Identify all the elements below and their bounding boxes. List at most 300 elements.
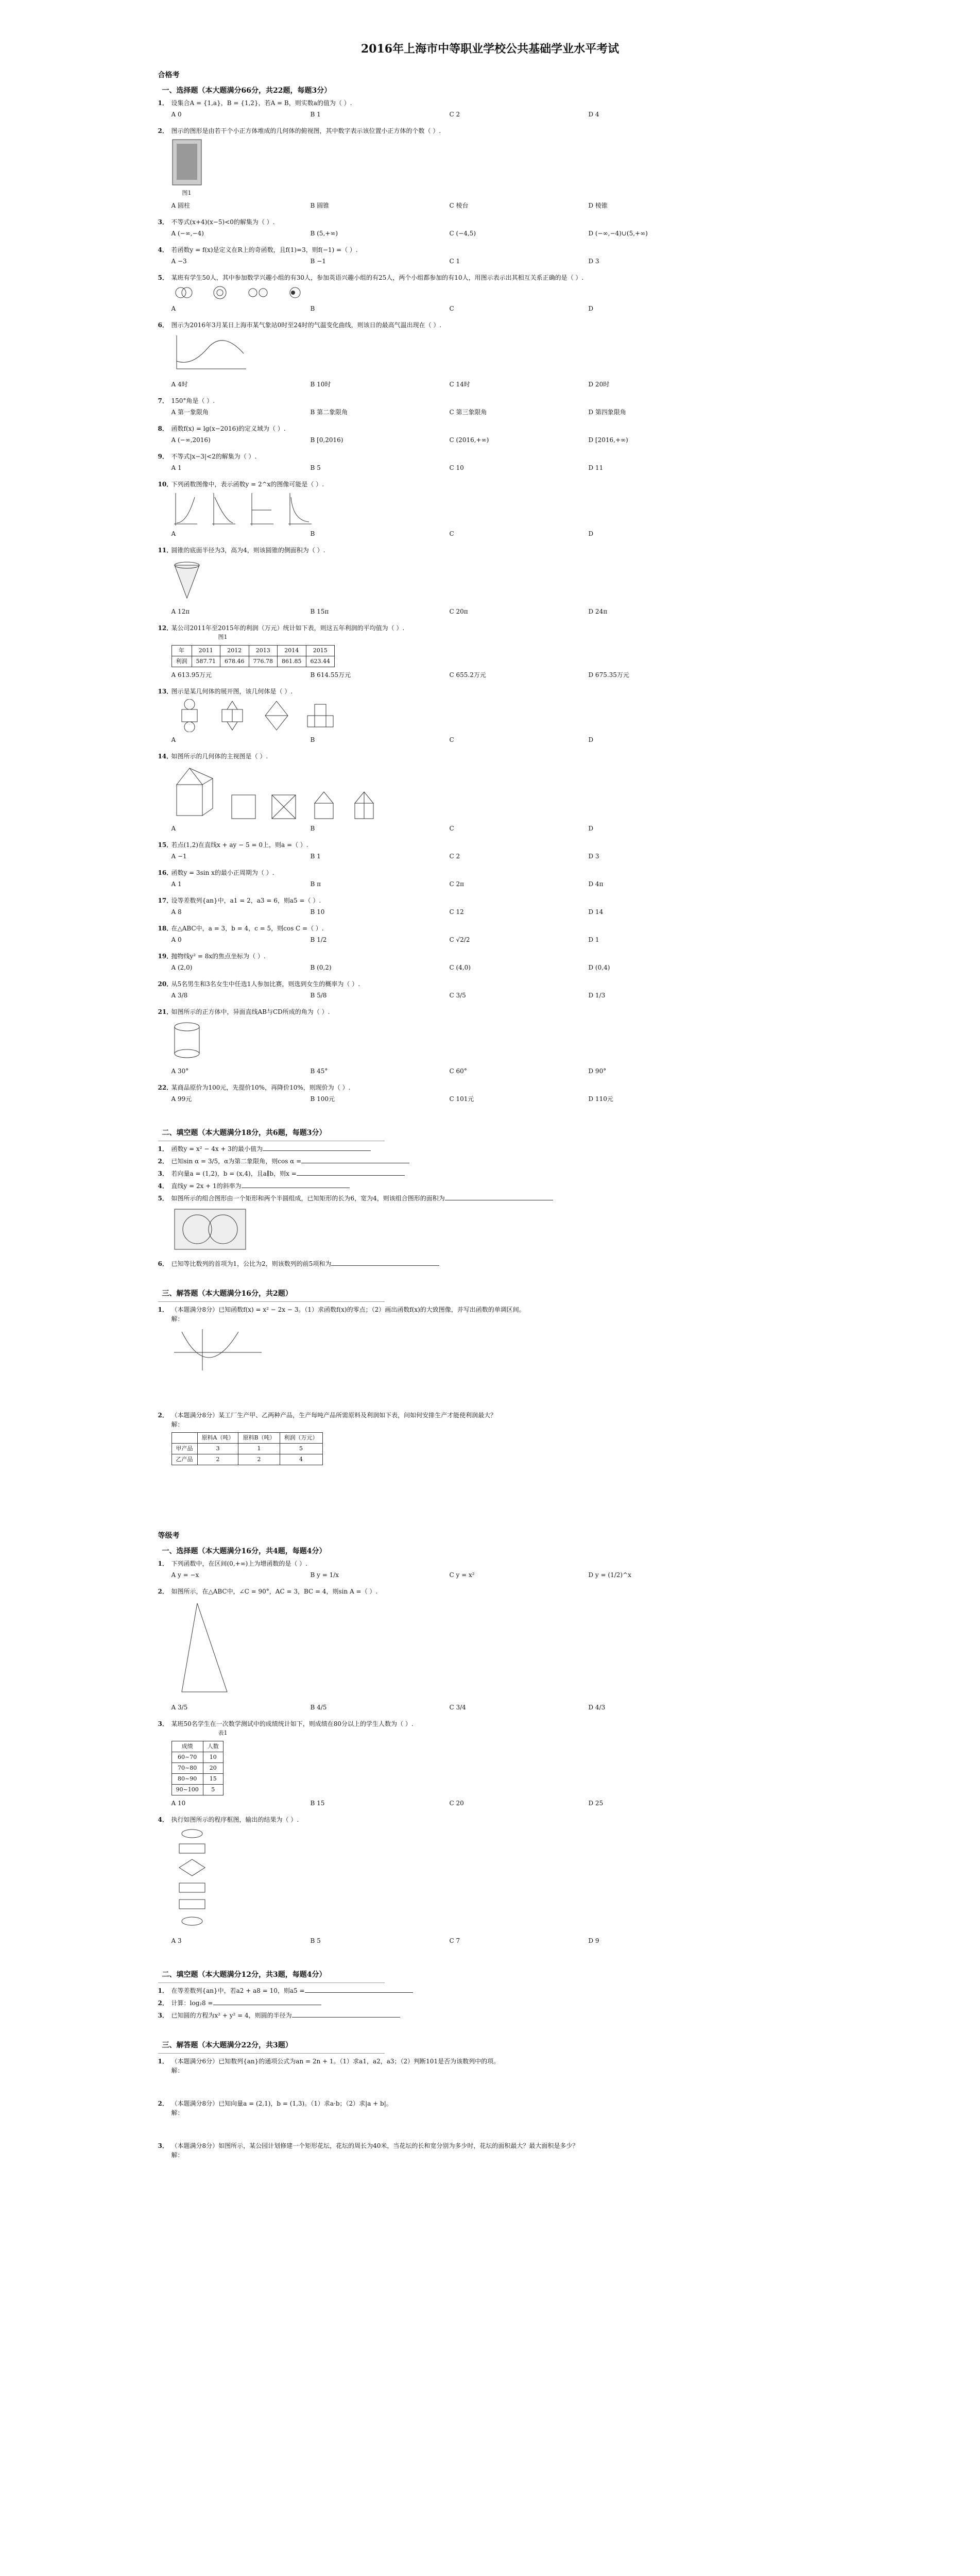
option-C[interactable]: C 60°	[449, 1067, 467, 1075]
question-number: 2．	[158, 1412, 168, 1419]
options-row	[171, 1936, 822, 1945]
option-A[interactable]: A 30°	[171, 1067, 189, 1075]
question-line	[171, 1169, 822, 1178]
option-A[interactable]: A	[171, 305, 176, 312]
option-B[interactable]: B π	[310, 880, 321, 888]
option-B[interactable]: B 圆锥	[310, 202, 330, 209]
question	[158, 126, 822, 210]
table-header-cell: 利润（万元）	[280, 1433, 322, 1444]
option-C[interactable]: C 7	[449, 1937, 460, 1944]
question	[158, 1411, 822, 1499]
option-D[interactable]: D (0,4)	[588, 964, 610, 971]
question-number: 3．	[158, 218, 168, 226]
option-A[interactable]: A y = −x	[171, 1571, 199, 1579]
question	[158, 1559, 822, 1580]
question-text: 图示的图形是由若干个小正方体堆成的几何体的俯视图，其中数字表示该位置小正方体的个数（ ）.	[171, 127, 441, 134]
question-text: 函数y = 3sin x的最小正周期为（ ）.	[171, 869, 274, 876]
option-B[interactable]: B 15π	[310, 608, 329, 615]
question-line	[171, 2011, 822, 2020]
question	[158, 1998, 822, 2008]
part-dengdi: 等级考	[158, 1532, 180, 1540]
table-row	[171, 1785, 223, 1795]
figure-q21	[171, 1020, 208, 1063]
question-group-1	[158, 98, 822, 1111]
table-header-cell: 2014	[278, 646, 306, 656]
section-5: 二、填空题（本大题满分12分，共3题，每题4分）	[162, 1971, 326, 1979]
question	[158, 273, 822, 313]
option-B[interactable]: B 614.55万元	[310, 671, 351, 679]
option-B[interactable]: B 1	[310, 111, 321, 118]
table-cell: 甲产品	[171, 1444, 197, 1454]
question-text: 若向量a = (1,2)，b = (x,4)，且a∥b，则x =	[171, 1170, 297, 1177]
option-D[interactable]: D (−∞,−4)∪(5,+∞)	[588, 230, 648, 237]
question-text: 某公司2011年至2015年的利润（万元）统计如下表，则这五年利润的平均值为（ ）.	[171, 624, 405, 632]
table-cell: 3	[197, 1444, 238, 1454]
figure-parabola	[171, 1327, 264, 1373]
options-row	[171, 304, 822, 313]
option-B[interactable]: B 5/8	[310, 992, 327, 999]
table-dj-3-caption: 表1	[218, 1730, 228, 1736]
option-B[interactable]: B y = 1/x	[310, 1571, 339, 1579]
option-D[interactable]: D 棱锥	[588, 202, 608, 209]
exam-title: 2016年上海市中等职业学校公共基础学业水平考试	[360, 42, 620, 56]
question-number: 4．	[158, 1182, 168, 1190]
table-q12-table	[171, 645, 335, 667]
option-D[interactable]: D 9	[588, 1937, 599, 1944]
question	[158, 1305, 822, 1408]
option-C[interactable]: C 2	[449, 853, 460, 860]
question-text: 若点(1,2)在直线x + ay − 5 = 0上，则a =（ ）.	[171, 841, 308, 849]
question-number: 1．	[158, 1306, 168, 1313]
figure-solution-1	[171, 1327, 264, 1376]
figure-net-3	[304, 699, 337, 732]
question-number: 10．	[158, 481, 173, 488]
question-number: 5．	[158, 274, 168, 281]
table-row	[171, 1763, 223, 1774]
question-number: 1．	[158, 1145, 168, 1153]
option-B[interactable]: B 10	[310, 908, 325, 916]
question	[158, 1259, 822, 1268]
question-text: 从5名男生和3名女生中任选1人参加比赛，则选到女生的概率为（ ）.	[171, 980, 360, 988]
option-C[interactable]: C 20	[449, 1800, 464, 1807]
options-row	[171, 380, 822, 389]
option-D[interactable]: D 1	[588, 936, 599, 943]
options-row	[171, 607, 822, 616]
option-A[interactable]: A	[171, 736, 176, 743]
option-D[interactable]: D y = (1/2)^x	[588, 1571, 631, 1579]
question	[158, 1815, 822, 1945]
figures	[171, 764, 822, 821]
answer-blank[interactable]	[297, 1169, 405, 1176]
table-cell: 4	[280, 1454, 322, 1465]
question	[158, 396, 822, 417]
answer-blank[interactable]	[213, 1998, 321, 2005]
answer-area[interactable]	[171, 2075, 822, 2096]
question-text: 150°角是（ ）.	[171, 397, 215, 404]
question-number: 2．	[158, 2100, 168, 2107]
question	[158, 452, 822, 472]
option-A[interactable]: A 10	[171, 1800, 186, 1807]
question-line	[171, 1259, 822, 1268]
figure-venn-0	[171, 285, 197, 301]
options-row	[171, 201, 822, 210]
table-q12	[171, 633, 822, 667]
answer-label: 解：	[171, 2151, 184, 2159]
table-cell: 利润	[171, 656, 192, 667]
option-B[interactable]: B 45°	[310, 1067, 328, 1075]
option-C[interactable]: C 14时	[449, 381, 470, 388]
figure-q6	[171, 333, 249, 377]
figure-view-3	[350, 790, 379, 821]
option-C[interactable]: C (−4,5)	[449, 230, 476, 237]
options-row	[171, 1066, 822, 1076]
question-text: （本题满分8分）已知函数f(x) = x² − 2x − 3。（1）求函数f(x)的零点；（2）画出函数f(x)的大致图像，并写出函数的单调区间。	[171, 1306, 525, 1313]
table-dj-3-table	[171, 1741, 223, 1795]
option-B[interactable]: B 100元	[310, 1095, 335, 1103]
question	[158, 2011, 822, 2020]
question-line	[171, 1194, 822, 1203]
option-B[interactable]: B −1	[310, 258, 326, 265]
question-text: 圆锥的底面半径为3，高为4，则该圆锥的侧面积为（ ）.	[171, 547, 325, 554]
question-number: 6．	[158, 321, 168, 329]
option-A[interactable]: A (2,0)	[171, 964, 193, 971]
question-line	[171, 1157, 822, 1166]
table-row	[171, 1774, 223, 1785]
options-row	[171, 110, 822, 119]
question-text: （本题满分8分）如图所示，某公园计划修建一个矩形花坛，花坛的周长为40米，当花坛的长和宽分别为多少时，花坛的面积最大？最大面积是多少？	[171, 2142, 579, 2149]
table-cell: 90~100	[171, 1785, 203, 1795]
question-number: 2．	[158, 127, 168, 134]
question-text: 某班有学生50人，其中参加数学兴趣小组的有30人，参加英语兴趣小组的有25人，两个小组都参加的有10人，用图示表示出其相互关系正确的是（ ）.	[171, 274, 584, 281]
answer-blank[interactable]	[263, 1144, 371, 1151]
question	[158, 840, 822, 861]
option-A[interactable]: A 3	[171, 1937, 182, 1944]
answer-label: 解：	[171, 1315, 184, 1323]
option-A[interactable]: A 4时	[171, 381, 188, 388]
option-A[interactable]: A 99元	[171, 1095, 192, 1103]
figure-house-3d	[171, 764, 218, 821]
section-4: 一、选择题（本大题满分16分，共4题，每题4分）	[162, 1547, 326, 1555]
question-text: 已知等比数列的首项为1，公比为2，则该数列的前5项和为	[171, 1260, 332, 1267]
question-text: 不等式|x−3|<2的解集为（ ）.	[171, 453, 257, 460]
option-C[interactable]: C 101元	[449, 1095, 474, 1103]
figure-view-2	[310, 790, 338, 821]
question-number: 11．	[158, 547, 173, 554]
question-text: 已知圆的方程为x² + y² = 4，则圆的半径为	[171, 2012, 292, 2019]
question-text: 下列函数图像中，表示函数y = 2^x的图像可能是（ ）.	[171, 481, 324, 488]
table-cell: 2	[238, 1454, 280, 1465]
option-D[interactable]: D 90°	[588, 1067, 607, 1075]
answer-blank[interactable]	[331, 1259, 439, 1266]
question	[158, 320, 822, 389]
table-header-cell: 2012	[220, 646, 249, 656]
answer-area[interactable]	[171, 2160, 822, 2180]
answer-blank[interactable]	[305, 1986, 413, 1993]
option-C[interactable]: C 2π	[449, 880, 465, 888]
figures	[171, 492, 822, 526]
option-C[interactable]: C	[449, 530, 454, 537]
option-D[interactable]: D 24π	[588, 608, 608, 615]
question	[158, 1194, 822, 1256]
options-row	[171, 1799, 822, 1808]
figures	[171, 285, 822, 301]
option-B[interactable]: B 第二象限角	[310, 409, 348, 416]
table-header-cell: 人数	[203, 1741, 223, 1752]
question-text: （本题满分6分）已知数列{an}的通项公式为an = 2n + 1。（1）求a1，a2，a3；（2）判断101是否为该数列中的项。	[171, 2058, 500, 2065]
option-A[interactable]: A 12π	[171, 608, 190, 615]
option-B[interactable]: B	[310, 736, 315, 743]
answer-area[interactable]	[171, 1468, 822, 1499]
option-D[interactable]: D	[588, 305, 594, 312]
question-number: 3．	[158, 2142, 168, 2149]
table-cell: 5	[203, 1785, 223, 1795]
option-C[interactable]: C	[449, 305, 454, 312]
question-number: 4．	[158, 1816, 168, 1823]
figure-net-2	[260, 699, 293, 732]
figure-dj-4	[171, 1827, 223, 1933]
figure-graph-3	[286, 492, 313, 526]
option-A[interactable]: A 第一象限角	[171, 409, 209, 416]
question-line	[171, 1144, 822, 1154]
option-C[interactable]: C 棱台	[449, 202, 469, 209]
question-number: 16．	[158, 869, 173, 876]
question-group-3	[158, 1305, 822, 1499]
option-D[interactable]: D 第四象限角	[588, 409, 626, 416]
options-row	[171, 670, 822, 680]
option-A[interactable]: A 0	[171, 111, 182, 118]
answer-blank[interactable]	[242, 1181, 350, 1188]
question	[158, 1169, 822, 1178]
question-text: 不等式(x+4)(x−5)<0的解集为（ ）.	[171, 218, 275, 226]
figure-graph-0	[171, 492, 198, 526]
question-number: 17．	[158, 897, 173, 904]
option-A[interactable]: A (−∞,2016)	[171, 436, 211, 444]
figure-venn-3	[283, 285, 308, 301]
question-text: 某商品原价为100元，先提价10%，再降价10%，则现价为（ ）.	[171, 1084, 351, 1091]
option-A[interactable]: A 1	[171, 464, 182, 471]
table-cell: 70~80	[171, 1763, 203, 1774]
question	[158, 2099, 822, 2138]
question	[158, 752, 822, 833]
figure-dj-2	[171, 1599, 233, 1700]
question-text: 某班50名学生在一次数学测试中的成绩统计如下，则成绩在80分以上的学生人数为（ ）.	[171, 1720, 414, 1727]
option-C[interactable]: C 1	[449, 258, 460, 265]
option-A[interactable]: A 8	[171, 908, 182, 916]
question-number: 14．	[158, 753, 173, 760]
option-D[interactable]: D	[588, 736, 594, 743]
figure-q11	[171, 558, 202, 604]
option-D[interactable]: D [2016,+∞)	[588, 436, 628, 444]
question	[158, 868, 822, 889]
question-text: 图示是某几何体的展开图，该几何体是（ ）.	[171, 688, 293, 695]
answer-area[interactable]	[171, 2117, 822, 2138]
option-B[interactable]: B	[310, 305, 315, 312]
option-B[interactable]: B 1/2	[310, 936, 327, 943]
option-C[interactable]: C 655.2万元	[449, 671, 486, 679]
options-row	[171, 257, 822, 266]
figure-q2	[171, 139, 202, 198]
option-D[interactable]: D	[588, 825, 594, 832]
answer-blank[interactable]	[301, 1157, 409, 1163]
option-B[interactable]: B [0,2016)	[310, 436, 343, 444]
option-B[interactable]: B 15	[310, 1800, 325, 1807]
option-D[interactable]: D 1/3	[588, 992, 606, 999]
option-C[interactable]: C 2	[449, 111, 460, 118]
options-row	[171, 435, 822, 445]
option-C[interactable]: C y = x²	[449, 1571, 475, 1579]
option-C[interactable]: C	[449, 736, 454, 743]
option-D[interactable]: D 25	[588, 1800, 604, 1807]
options-row	[171, 1094, 822, 1104]
option-A[interactable]: A −3	[171, 258, 187, 265]
table-cell: 2	[197, 1454, 238, 1465]
figure-prism	[171, 1020, 208, 1061]
figure-fill-5	[171, 1206, 249, 1255]
figure-temp-curve	[171, 333, 249, 374]
question	[158, 2057, 822, 2096]
question	[158, 1007, 822, 1076]
question-text: 执行如图所示的程序框图，输出的结果为（ ）.	[171, 1816, 299, 1823]
answer-area[interactable]	[171, 1377, 822, 1408]
options-row	[171, 529, 822, 538]
option-C[interactable]: C (4,0)	[449, 964, 471, 971]
question	[158, 1181, 822, 1191]
option-D[interactable]: D 3	[588, 853, 599, 860]
answer-blank[interactable]	[445, 1194, 553, 1200]
option-C[interactable]: C (2016,+∞)	[449, 436, 489, 444]
option-A[interactable]: A 613.95万元	[171, 671, 212, 679]
question-number: 15．	[158, 841, 173, 849]
option-D[interactable]: D 4π	[588, 880, 604, 888]
question-number: 3．	[158, 1170, 168, 1177]
option-B[interactable]: B 4/5	[310, 1704, 327, 1711]
question-text: 已知sin α = 3/5，α为第二象限角，则cos α =	[171, 1158, 302, 1165]
option-D[interactable]: D 4	[588, 111, 599, 118]
option-C[interactable]: C √2/2	[449, 936, 470, 943]
option-B[interactable]: B 10时	[310, 381, 331, 388]
figure-net-0	[171, 699, 204, 732]
option-A[interactable]: A −1	[171, 853, 187, 860]
option-D[interactable]: D	[588, 530, 594, 537]
table-dj-3	[171, 1728, 822, 1795]
table-header-cell: 原料B（吨）	[238, 1433, 280, 1444]
option-B[interactable]: B 1	[310, 853, 321, 860]
question-number: 18．	[158, 925, 173, 932]
answer-blank[interactable]	[292, 2011, 400, 2018]
options-row	[171, 408, 822, 417]
option-D[interactable]: D 14	[588, 908, 604, 916]
options-row	[171, 879, 822, 889]
question-text: 如图所示的几何体的主视图是（ ）.	[171, 753, 268, 760]
table-header-cell	[171, 1433, 197, 1444]
options-row	[171, 824, 822, 833]
option-B[interactable]: B	[310, 825, 315, 832]
question-line	[171, 1986, 822, 1995]
table-cell: 623.44	[306, 656, 335, 667]
options-row	[171, 963, 822, 972]
option-A[interactable]: A 0	[171, 936, 182, 943]
option-A[interactable]: A 3/8	[171, 992, 188, 999]
table-header-cell: 原料A（吨）	[197, 1433, 238, 1444]
option-C[interactable]: C	[449, 825, 454, 832]
table-solution-2	[171, 1432, 822, 1465]
option-A[interactable]: A (−∞,−4)	[171, 230, 204, 237]
part-hege: 合格考	[158, 71, 180, 79]
option-C[interactable]: C 第三象限角	[449, 409, 487, 416]
table-cell: 15	[203, 1774, 223, 1785]
table-cell: 60~70	[171, 1752, 203, 1763]
question-text: （本题满分8分）某工厂生产甲、乙两种产品，生产每吨产品所需原料及利润如下表，问如何安排生产才能使利润最大？	[171, 1412, 497, 1419]
option-A[interactable]: A 3/5	[171, 1704, 188, 1711]
option-D[interactable]: D 11	[588, 464, 604, 471]
table-header-cell: 2011	[192, 646, 220, 656]
question-text: （本题满分8分）已知向量a = (2,1)，b = (1,3)。（1）求a·b；（2）求|a + b|。	[171, 2100, 392, 2107]
table-header-cell: 2015	[306, 646, 335, 656]
table-solution-2-table	[171, 1432, 323, 1465]
option-B[interactable]: B	[310, 530, 315, 537]
option-D[interactable]: D 3	[588, 258, 599, 265]
options-row	[171, 1570, 822, 1580]
question-number: 9．	[158, 453, 168, 460]
option-A[interactable]: A	[171, 530, 176, 537]
question	[158, 1157, 822, 1166]
table-cell: 861.85	[278, 656, 306, 667]
option-B[interactable]: B 5	[310, 464, 321, 471]
question-number: 6．	[158, 1260, 168, 1267]
options-row	[171, 735, 822, 744]
question-text: 图示为2016年3月某日上海市某气象站0时至24时的气温变化曲线，则该日的最高气温出现在（ ）.	[171, 321, 442, 329]
option-C[interactable]: C 12	[449, 908, 464, 916]
option-D[interactable]: D 20时	[588, 381, 610, 388]
question	[158, 687, 822, 744]
option-B[interactable]: B 5	[310, 1937, 321, 1944]
section-6: 三、解答题（本大题满分22分，共3题）	[162, 2041, 293, 2049]
table-header-cell: 成绩	[171, 1741, 203, 1752]
question	[158, 979, 822, 1000]
section-3: 三、解答题（本大题满分16分，共2题）	[162, 1290, 293, 1298]
question	[158, 952, 822, 972]
table-cell: 乙产品	[171, 1454, 197, 1465]
option-C[interactable]: C 20π	[449, 608, 468, 615]
figure-combo	[171, 1206, 249, 1252]
option-C[interactable]: C 10	[449, 464, 464, 471]
option-C[interactable]: C 3/5	[449, 992, 466, 999]
options-row	[171, 463, 822, 472]
option-D[interactable]: D 4/3	[588, 1704, 606, 1711]
options-row	[171, 991, 822, 1000]
option-B[interactable]: B (0,2)	[310, 964, 332, 971]
options-row	[171, 907, 822, 917]
option-B[interactable]: B (5,+∞)	[310, 230, 338, 237]
question	[158, 1719, 822, 1808]
question	[158, 2141, 822, 2180]
option-D[interactable]: D 675.35万元	[588, 671, 629, 679]
table-cell: 10	[203, 1752, 223, 1763]
question	[158, 623, 822, 680]
option-A[interactable]: A 1	[171, 880, 182, 888]
option-A[interactable]: A 圆柱	[171, 202, 190, 209]
figure-graph-2	[248, 492, 274, 526]
option-C[interactable]: C 3/4	[449, 1704, 466, 1711]
table-row	[171, 1752, 223, 1763]
option-D[interactable]: D 110元	[588, 1095, 613, 1103]
option-A[interactable]: A	[171, 825, 176, 832]
figure-view-1	[269, 790, 298, 821]
question-number: 20．	[158, 980, 173, 988]
table-cell: 776.78	[249, 656, 278, 667]
question-text: 在△ABC中，a = 3，b = 4，c = 5，则cos C =（ ）.	[171, 925, 324, 932]
figure-photo	[171, 139, 202, 186]
